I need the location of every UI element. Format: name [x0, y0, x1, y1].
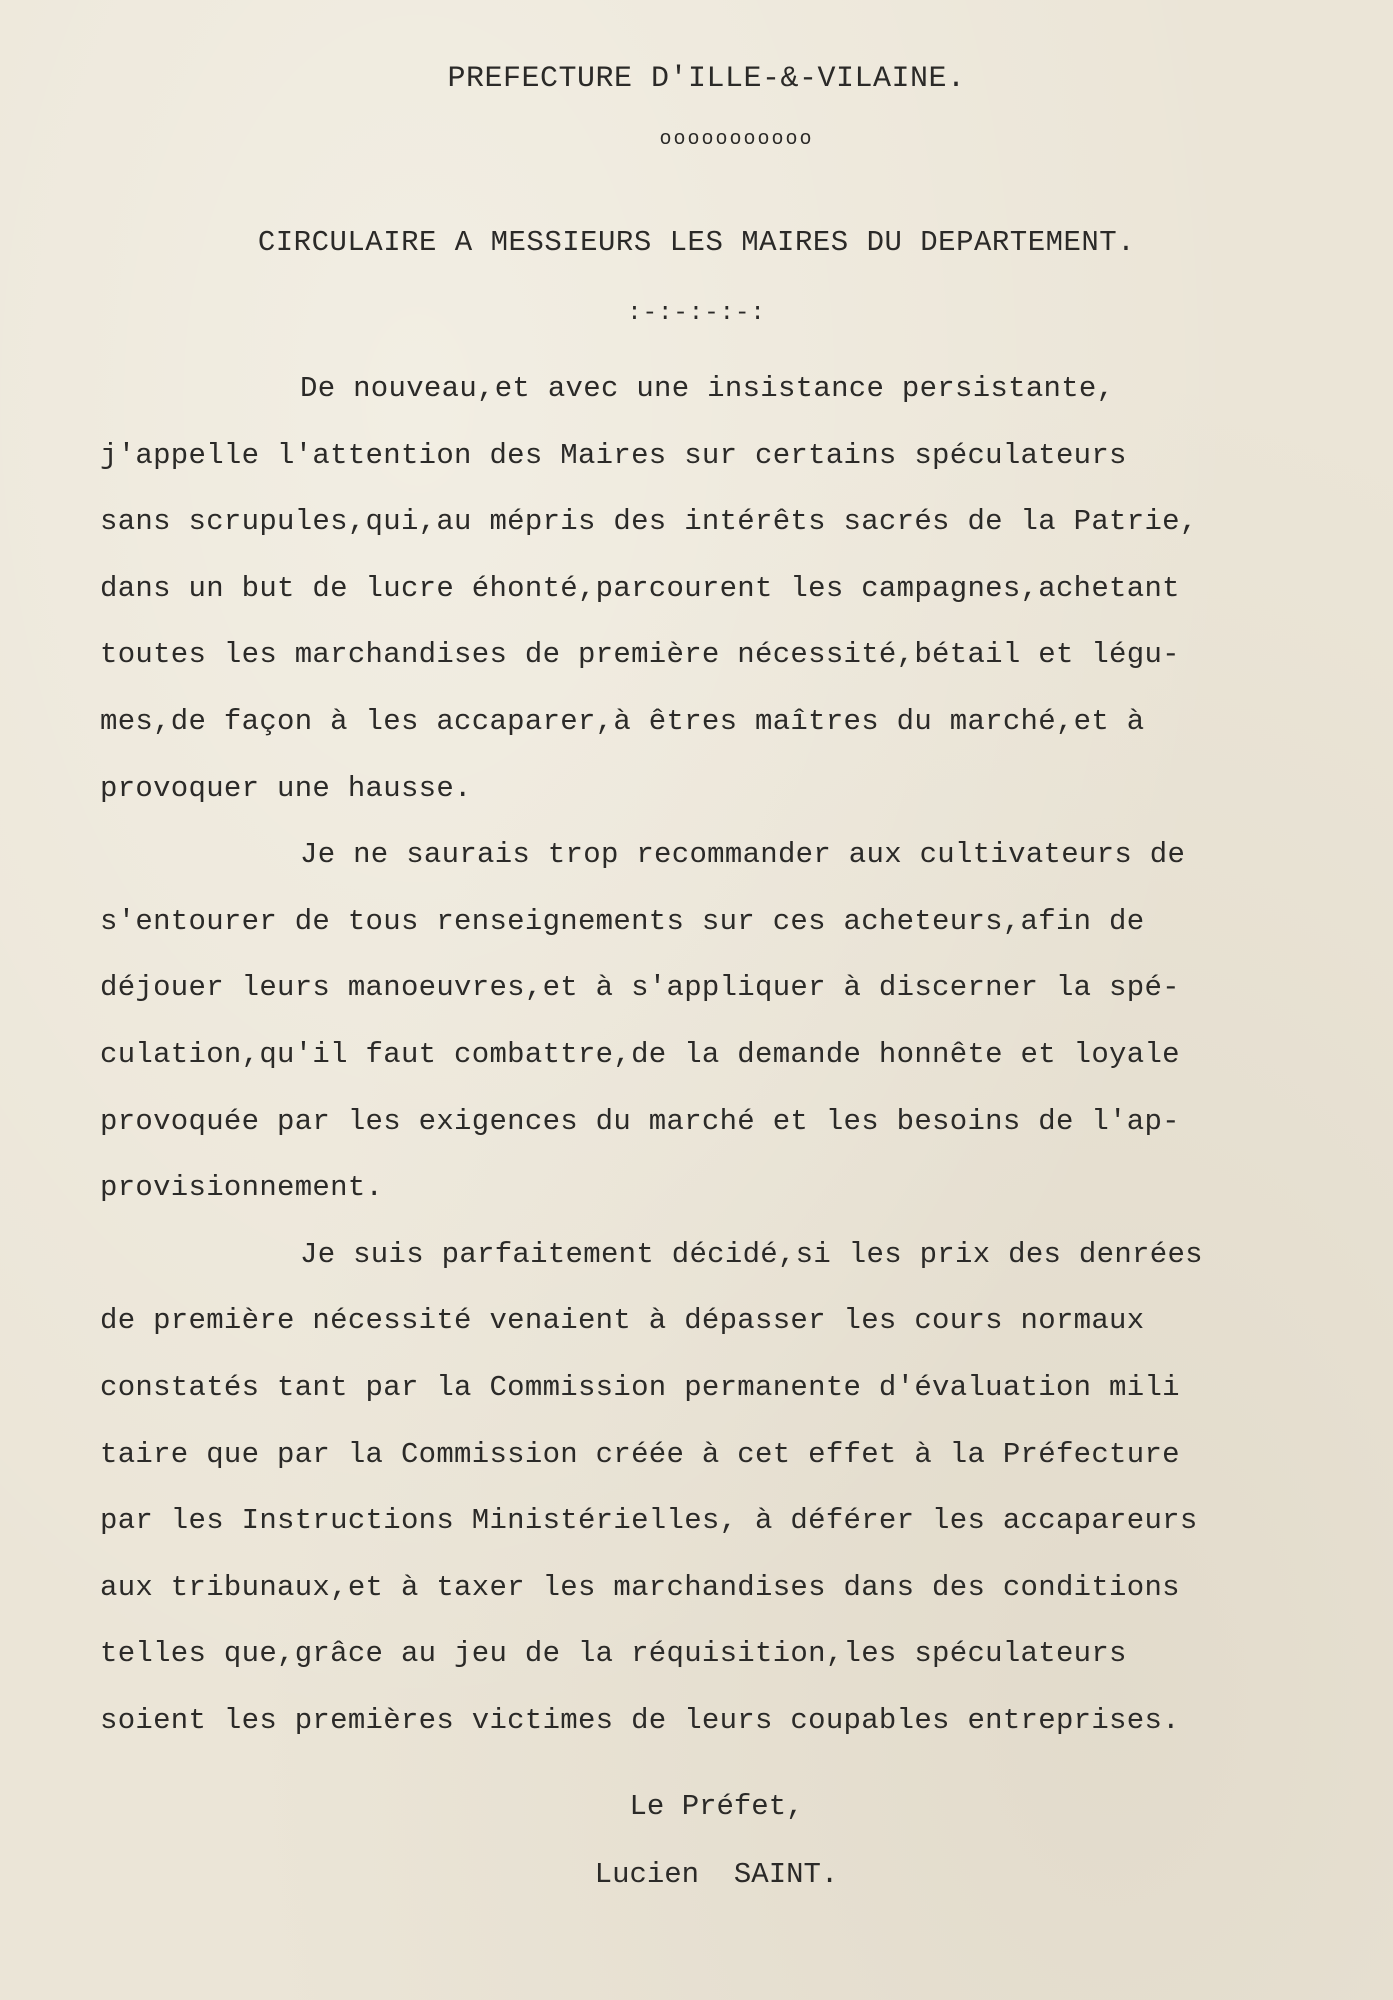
body-line: soient les premières victimes de leurs coupables entreprises. — [100, 1703, 1180, 1737]
body-line: aux tribunaux,et à taxer les marchandises dans des conditions — [100, 1570, 1180, 1604]
body-line: mes,de façon à les accaparer,à êtres maîtres du marché,et à — [100, 704, 1145, 738]
body-line: Je ne saurais trop recommander aux cultivateurs de — [300, 838, 1186, 872]
body-line: j'appelle l'attention des Maires sur certains spéculateurs — [100, 438, 1127, 472]
body-line: telles que,grâce au jeu de la réquisition,les spéculateurs — [100, 1637, 1127, 1671]
body-line: taire que par la Commission créée à cet effet à la Préfecture — [100, 1437, 1180, 1471]
body-line: provisionnement. — [100, 1171, 384, 1205]
circular-title: CIRCULAIRE A MESSIEURS LES MAIRES DU DEPARTEMENT. — [257, 226, 1136, 259]
signature-name: Lucien SAINT. — [594, 1858, 839, 1891]
body-line: déjouer leurs manoeuvres,et à s'appliquer à discerner la spé- — [100, 971, 1180, 1005]
body-line: sans scrupules,qui,au mépris des intérêts sacrés de la Patrie, — [100, 505, 1198, 539]
body-line: dans un but de lucre éhonté,parcourent les campagnes,achetant — [100, 571, 1180, 605]
body-line: toutes les marchandises de première nécessité,bétail et légu- — [100, 638, 1180, 672]
title-separator: :-:-:-:-: — [627, 300, 766, 327]
body-line: Je suis parfaitement décidé,si les prix des denrées — [300, 1237, 1203, 1271]
prefecture-heading: PREFECTURE D'ILLE-&-VILAINE. — [447, 62, 966, 96]
body-line: constatés tant par la Commission permanente d'évaluation mili — [100, 1370, 1180, 1404]
heading-ornament: ooooooooooo — [659, 128, 814, 151]
body-line: de première nécessité venaient à dépasser les cours normaux — [100, 1304, 1145, 1338]
body-line: culation,qu'il faut combattre,de la demande honnête et loyale — [100, 1037, 1180, 1071]
body-line: De nouveau,et avec une insistance persistante, — [300, 372, 1115, 405]
circular-body — [100, 356, 1330, 1754]
body-line: provoquée par les exigences du marché et les besoins de l'ap- — [100, 1104, 1180, 1138]
body-line: provoquer une hausse. — [100, 771, 472, 805]
body-line: s'entourer de tous renseignements sur ces acheteurs,afin de — [100, 904, 1145, 938]
signature-title: Le Préfet, — [629, 1790, 804, 1823]
body-line: par les Instructions Ministérielles, à déférer les accapareurs — [100, 1504, 1198, 1538]
